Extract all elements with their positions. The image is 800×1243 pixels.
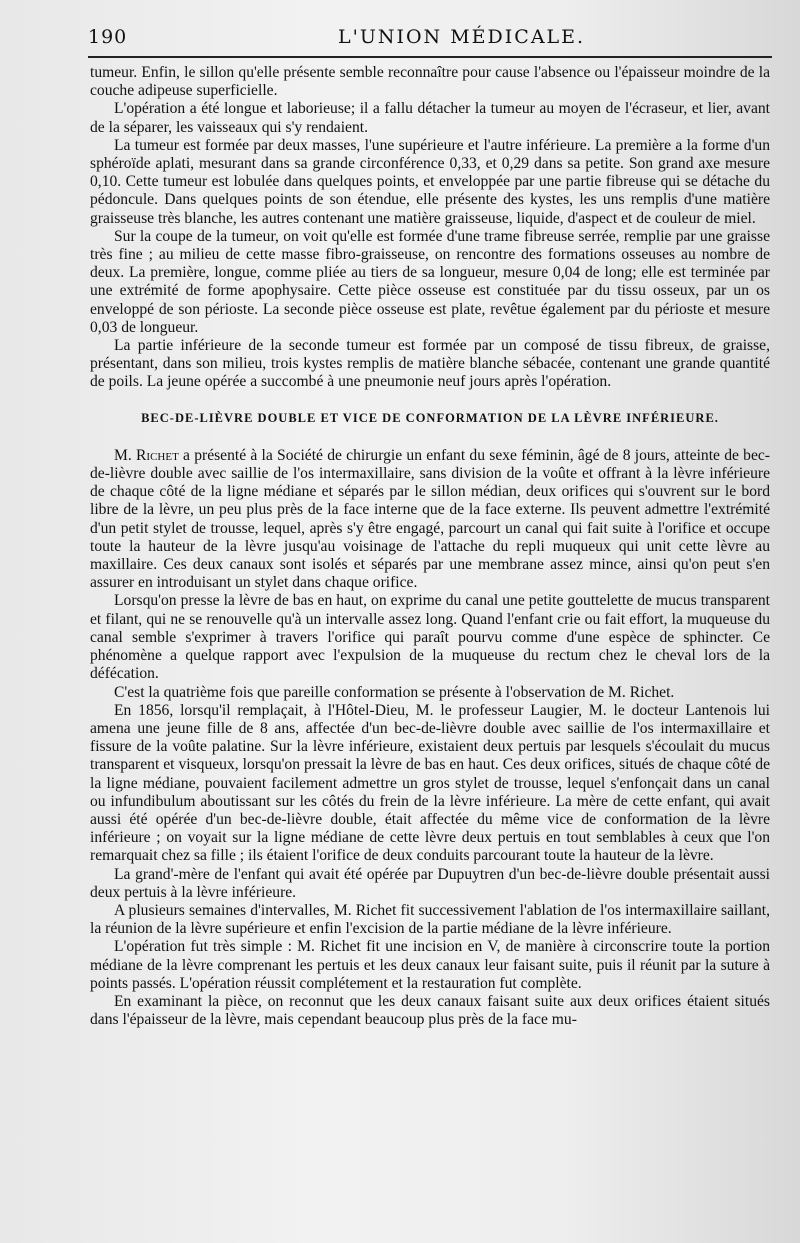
paragraph: Lorsqu'on presse la lèvre de bas en haut, on exprime du canal une petite gouttelette de mucus transparent et filant, qui ne se renouvelle qu'à un intervalle assez long. Quand l'enfant crie ou fait effort, la muqueuse du canal semble s'exprimer à travers l'orifice qui paraît pourvu comme d'une espèce de sphincter. Ce phénomène a quelque rapport avec l'expulsion de la muqueuse du rectum chez le cheval lors de la défécation. xyxy=(90,592,770,683)
paragraph: La grand'-mère de l'enfant qui avait été opérée par Dupuytren d'un bec-de-lièvre double présentait aussi deux pertuis à la lèvre inférieure. xyxy=(90,865,770,901)
paragraph: En 1856, lorsqu'il remplaçait, à l'Hôtel-Dieu, M. le professeur Laugier, M. le docteur Lantenois lui amena une jeune fille de 8 ans, affectée d'un bec-de-lièvre double avec saillie de l'os intermaxillaire et fissure de la voûte palatine. Sur la lèvre inférieure, existaient deux pertuis par lesquels s'écoulait du mucus transparent et visqueux, lorsqu'on pressait la lèvre de bas en haut. Ces deux orifices, situés de chaque côté de la ligne médiane, pouvaient facilement admettre un gros stylet de trousse, lequel s'enfonçait dans un canal ou infundibulum aboutissant sur les côtés du frein de la lèvre inférieure. La mère de cette enfant, qui avait aussi été opérée d'un bec-de-lièvre double, était affectée du même vice de conformation de la lèvre inférieure ; on voyait sur la ligne médiane de cette lèvre deux pertuis en tout semblables à ceux que l'on remarquait chez sa fille ; ils étaient l'orifice de deux conduits parcourant toute la hauteur de la lèvre. xyxy=(90,701,770,865)
page-number: 190 xyxy=(88,26,128,48)
paragraph: A plusieurs semaines d'intervalles, M. Richet fit successivement l'ablation de l'os intermaxillaire saillant, la réunion de la lèvre supérieure et enfin l'excision de la partie médiane de la lèvre inférieure. xyxy=(90,901,770,938)
paragraph: La tumeur est formée par deux masses, l'une supérieure et l'autre inférieure. La première a la forme d'un sphéroïde aplati, mesurant dans sa grande circonférence 0,33, et 0,29 dans sa petite. Son grand axe mesure 0,10. Cette tumeur est lobulée dans quelques points, et enveloppée par une partie fibreuse qui se détache du pédoncule. Dans quelques points de son étendue, elle présente des kystes, les uns remplis d'une matière graisseuse très blanche, les autres contenant une matière graisseuse, liquide, d'aspect et de couleur de miel. xyxy=(90,136,770,227)
paragraph-lead-text: a présenté à la Société de chirurgie un enfant du sexe féminin, âgé de 8 jours, atteinte de bec-de-lièvre double avec saillie de l'os intermaxillaire, sans division de la voûte et offrant à la lèvre inférieure de chaque côté de la ligne médiane et séparés par le sillon médian, deux orifices qui s'ouvrent sur le bord libre de la lèvre, un peu plus près de la face interne que de la face externe. Ils peuvent admettre l'extrémité d'un petit stylet de trousse, lequel, après s'y être engagé, parcourt un canal qui fait suite à l'orifice et occupe toute la hauteur de la lèvre jusqu'au voisinage de l'attache du repli muqueux qui unit cette lèvre au maxillaire. Ces deux canaux sont isolés et séparés par une membrane assez mince, ainsi qu'on peut s'en assurer en introduisant un stylet dans chaque orifice. xyxy=(90,446,770,592)
paragraph: L'opération a été longue et laborieuse; il a fallu détacher la tumeur au moyen de l'écraseur, et lier, avant de la séparer, les vaisseaux qui s'y rendaient. xyxy=(90,100,770,136)
paragraph: La partie inférieure de la seconde tumeur est formée par un composé de tissu fibreux, de graisse, présentant, dans son milieu, trois kystes remplis de matière blanche sébacée, contenant une grande quantité de poils. La jeune opérée a succombé à une pneumonie neuf jours après l'opération. xyxy=(90,337,770,391)
paragraph: L'opération fut très simple : M. Richet fit une incision en V, de manière à circonscrire toute la portion médiane de la lèvre comprenant les pertuis et les deux canaux leur faisant suite, puis il réunit par la suture à points passés. L'opération réussit complétement et la restauration fut complète. xyxy=(90,938,770,992)
paragraph: Sur la coupe de la tumeur, on voit qu'elle est formée d'une trame fibreuse serrée, remplie par une graisse très fine ; au milieu de cette masse fibro-graisseuse, on rencontre des formations osseuses au nombre de deux. La première, longue, comme pliée au tiers de sa longueur, mesure 0,04 de long; elle est terminée par une extrémité de forme apophysaire. Cette pièce osseuse est constituée par du tissu osseux, par un os enveloppé de son périoste. La seconde pièce osseuse est plate, revêtue également par du périoste et mesure 0,03 de longueur. xyxy=(90,227,770,336)
paragraph: tumeur. Enfin, le sillon qu'elle présente semble reconnaître pour cause l'absence ou l'épaisseur moindre de la couche adipeuse superficielle. xyxy=(90,64,770,100)
paragraph-lead xyxy=(90,447,770,593)
header-rule xyxy=(88,56,772,58)
article-body xyxy=(90,64,770,1029)
paragraph: C'est la quatrième fois que pareille conformation se présente à l'observation de M. Richet. xyxy=(114,683,675,701)
running-head xyxy=(88,22,760,52)
paragraph: En examinant la pièce, on reconnut que les deux canaux faisant suite aux deux orifices étaient situés dans l'épaisseur de la lèvre, mais cependant beaucoup plus près de la face mu- xyxy=(90,992,770,1029)
journal-title: L'UNION MÉDICALE. xyxy=(338,26,586,48)
section-heading: BEC-DE-LIÈVRE DOUBLE ET VICE DE CONFORMATION DE LA LÈVRE INFÉRIEURE. xyxy=(141,410,719,425)
author-name: M. Richet xyxy=(114,446,179,464)
